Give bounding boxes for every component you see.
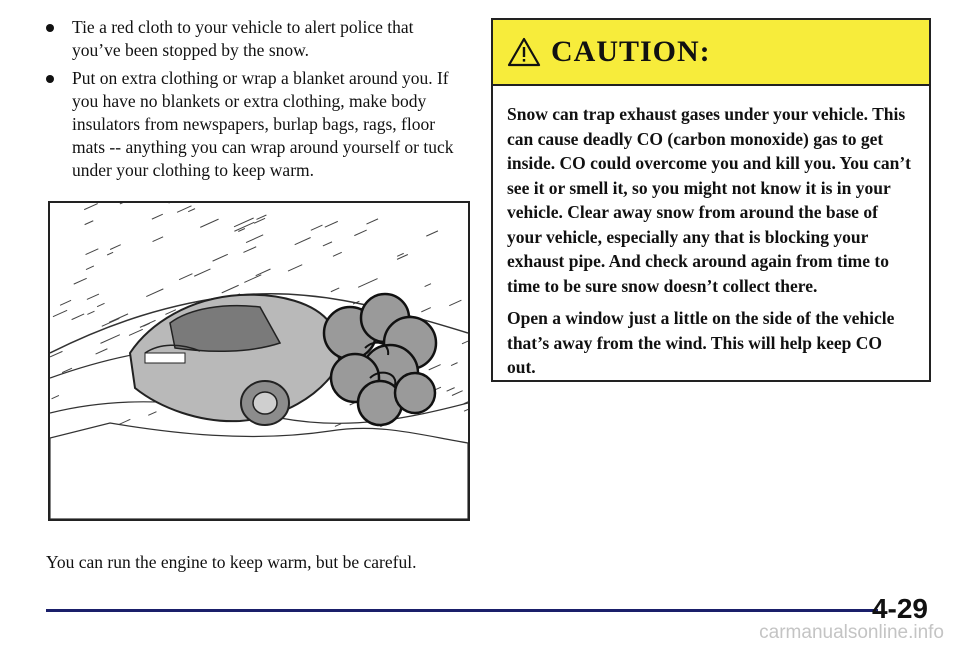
bullet-text: Put on extra clothing or wrap a blanket around you. If you have no blankets or extra clothing, make body insulators from newspapers, burlap bags, rags, floor mats -- anything you can wrap around yourself or tuck under your clothing to keep warm.: [72, 68, 454, 180]
caution-paragraph: Snow can trap exhaust gases under your vehicle. This can cause deadly CO (carbon monoxide) gas to get inside. CO could overcome you and kill you. You can’t see it or smell it, so you might not know it is in your vehicle. Clear away snow from around the base of your vehicle, especially any that is blocking your exhaust pipe. And check around again from time to time to be sure snow doesn’t collect there.: [507, 104, 912, 296]
bullet-item: [46, 16, 466, 62]
watermark: carmanualsonline.info: [759, 622, 944, 643]
car-in-snow-image: [50, 203, 468, 519]
bullet-dot-icon: [46, 24, 54, 32]
page-number: 4-29: [871, 593, 928, 624]
footer-rule: [46, 609, 878, 612]
warning-triangle-icon: [507, 37, 541, 67]
caution-body: [493, 86, 929, 380]
figure-caption: You can run the engine to keep warm, but be careful.: [46, 552, 417, 572]
caution-paragraph: Open a window just a little on the side of the vehicle that’s away from the wind. This will help keep CO out.: [507, 308, 895, 377]
caution-box: [491, 18, 931, 382]
bullet-dot-icon: [46, 75, 54, 83]
bullet-list: [46, 16, 466, 187]
caution-header: [493, 20, 929, 86]
bullet-text: Tie a red cloth to your vehicle to alert police that you’ve been stopped by the snow.: [72, 17, 414, 60]
snowbound-car-illustration: [48, 201, 470, 521]
bullet-item: [46, 67, 466, 182]
caution-title: CAUTION:: [551, 35, 711, 68]
